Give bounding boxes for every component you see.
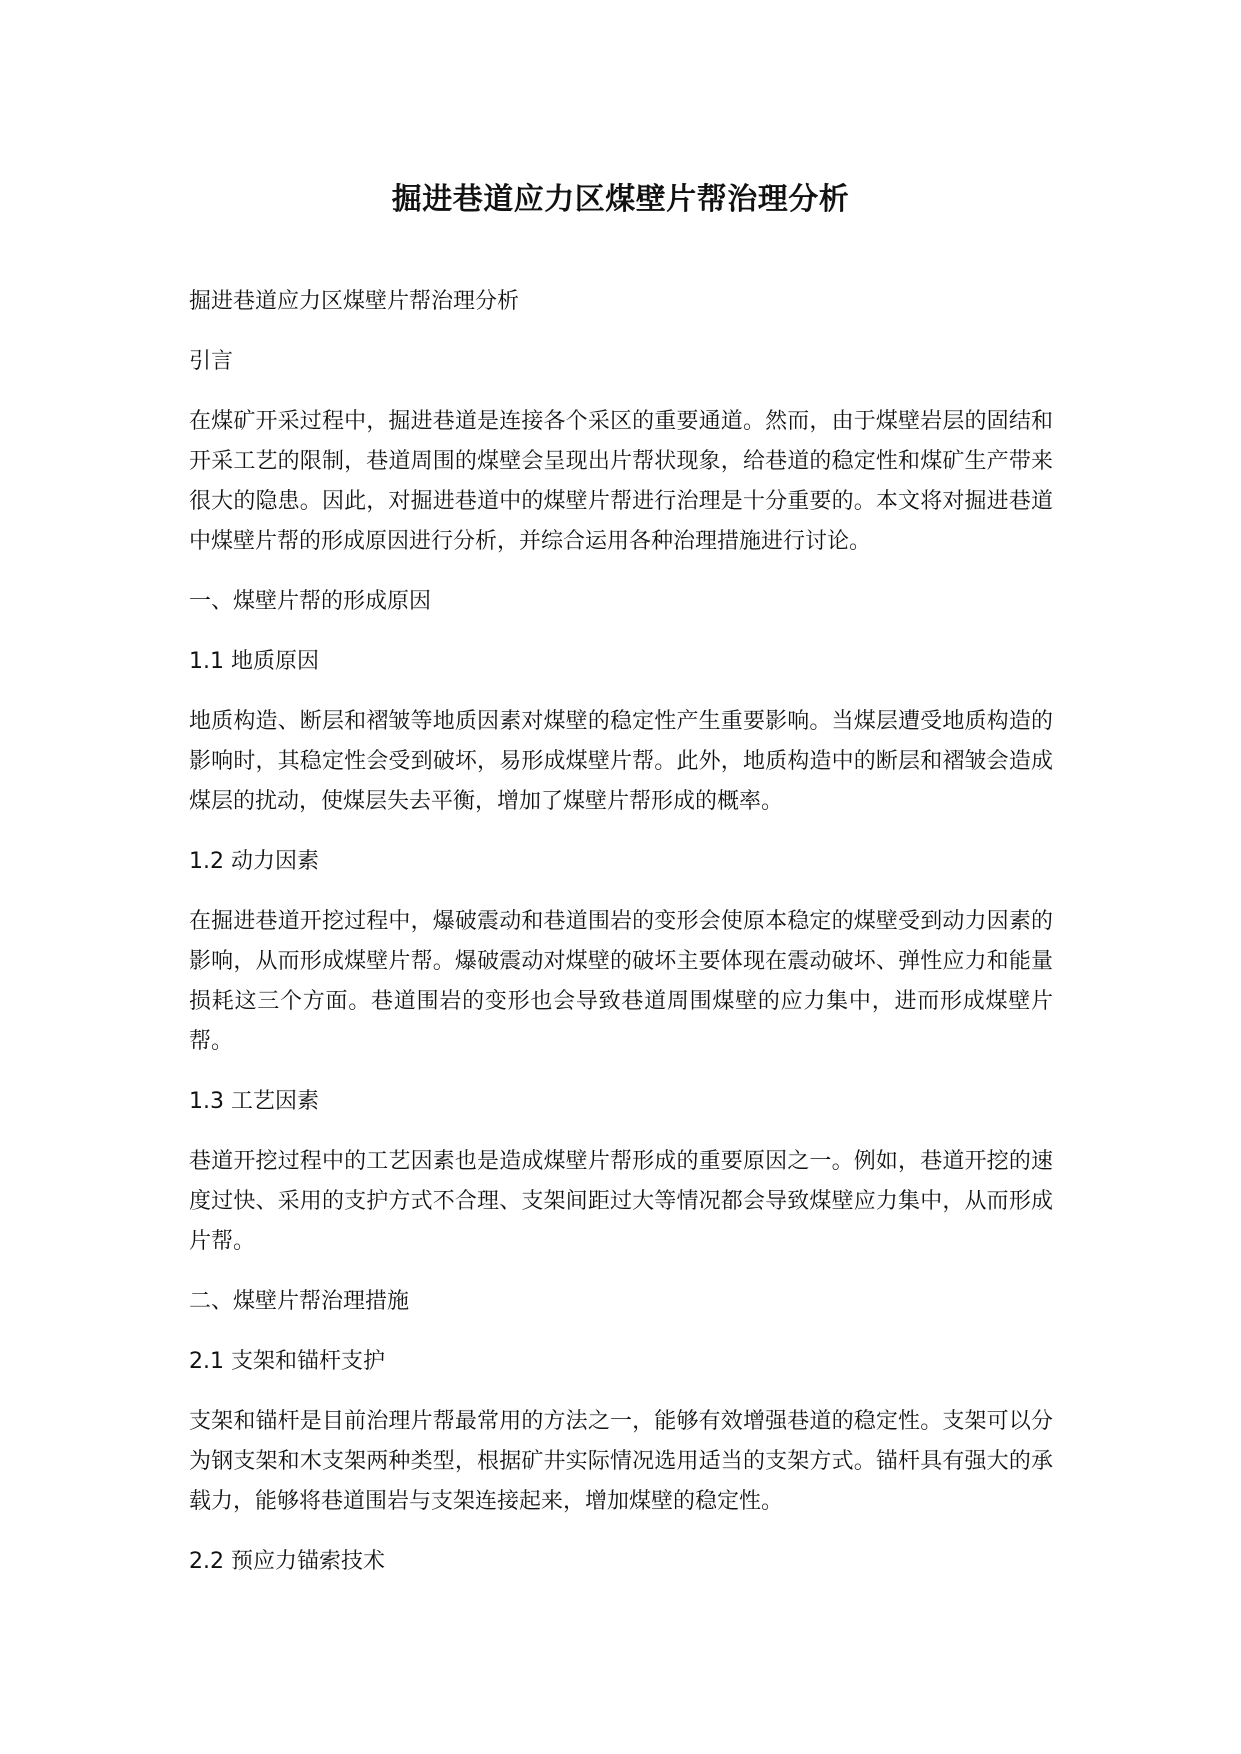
section2-heading: 二、煤壁片帮治理措施 [189,1289,410,1314]
subsection-1-2-heading: 1.2 动力因素 [189,849,319,874]
intro-paragraph: 在煤矿开采过程中，掘进巷道是连接各个采区的重要通道。然而，由于煤壁岩层的固结和开采工艺的限制，巷道周围的煤壁会呈现出片帮状现象，给巷道的稳定性和煤矿生产带来很大的隐患。因此，对掘进巷道中的煤壁片帮进行治理是十分重要的。本文将对掘进巷道中煤壁片帮的形成原因进行分析，并综合运用各种治理措施进行讨论。 [189,409,1053,554]
subsection-1-3-paragraph: 巷道开挖过程中的工艺因素也是造成煤壁片帮形成的重要原因之一。例如，巷道开挖的速度过快、采用的支护方式不合理、支架间距过大等情况都会导致煤壁应力集中，从而形成片帮。 [189,1149,1053,1254]
subsection-2-1-heading: 2.1 支架和锚杆支护 [189,1349,385,1374]
subsection-2-1-paragraph: 支架和锚杆是目前治理片帮最常用的方法之一，能够有效增强巷道的稳定性。支架可以分为钢支架和木支架两种类型，根据矿井实际情况选用适当的支架方式。锚杆具有强大的承载力，能够将巷道围岩与支架连接起来，增加煤壁的稳定性。 [189,1409,1053,1514]
section1-heading: 一、煤壁片帮的形成原因 [189,589,432,614]
document-subtitle: 掘进巷道应力区煤壁片帮治理分析 [189,289,520,314]
subsection-1-1-heading: 1.1 地质原因 [189,649,319,674]
subsection-1-3-heading: 1.3 工艺因素 [189,1089,319,1114]
subsection-1-1-paragraph: 地质构造、断层和褶皱等地质因素对煤壁的稳定性产生重要影响。当煤层遭受地质构造的影响时，其稳定性会受到破坏，易形成煤壁片帮。此外，地质构造中的断层和褶皱会造成煤层的扰动，使煤层失去平衡，增加了煤壁片帮形成的概率。 [189,709,1053,814]
document-body [189,282,1053,1602]
intro-heading: 引言 [189,349,234,374]
subsection-2-2-heading: 2.2 预应力锚索技术 [189,1549,385,1574]
document-title: 掘进巷道应力区煤壁片帮治理分析 [391,182,850,217]
subsection-1-2-paragraph: 在掘进巷道开挖过程中，爆破震动和巷道围岩的变形会使原本稳定的煤壁受到动力因素的影响，从而形成煤壁片帮。爆破震动对煤壁的破坏主要体现在震动破坏、弹性应力和能量损耗这三个方面。巷道围岩的变形也会导致巷道周围煤壁的应力集中，进而形成煤壁片帮。 [189,909,1053,1054]
